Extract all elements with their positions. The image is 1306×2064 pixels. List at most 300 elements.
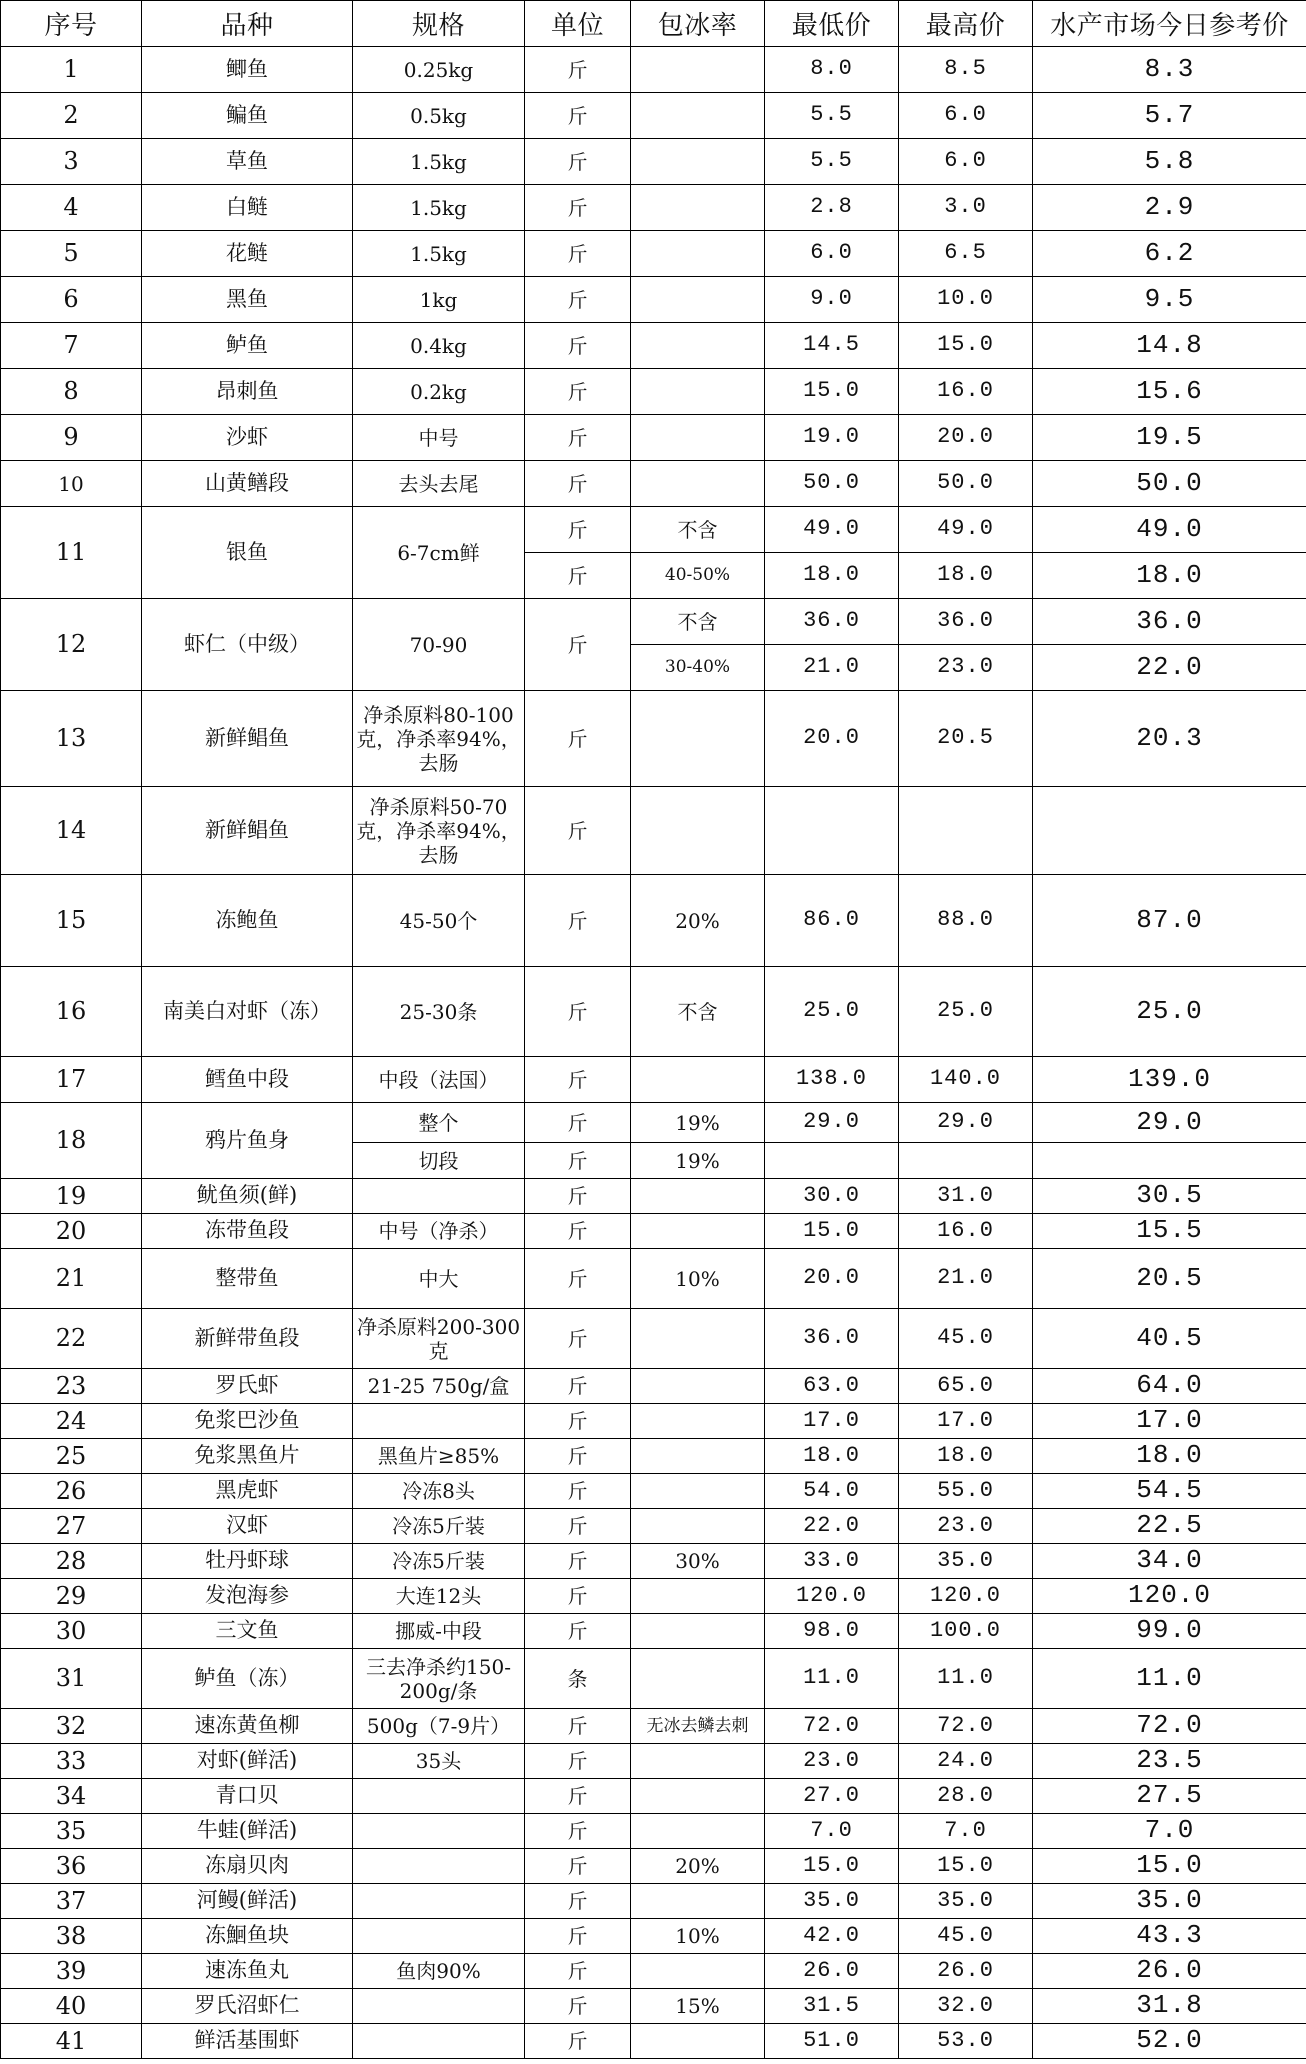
variety-cell: 免浆巴沙鱼 [142, 1404, 353, 1439]
variety-cell: 新鲜带鱼段 [142, 1309, 353, 1369]
ice-rate-cell [631, 1649, 765, 1709]
table-row [1, 139, 1306, 185]
table-row [1, 1849, 1306, 1884]
variety-cell: 虾仁（中级） [142, 599, 353, 691]
ref-price-cell: 15.0 [1033, 1849, 1306, 1884]
min-price-cell: 15.0 [765, 369, 899, 415]
seq-no-cell: 36 [1, 1849, 142, 1884]
spec-cell: 鱼肉90% [353, 1954, 525, 1989]
min-price-cell: 19.0 [765, 415, 899, 461]
min-price-cell: 51.0 [765, 2024, 899, 2059]
variety-cell: 冻鲍鱼 [142, 875, 353, 967]
table-row [1, 277, 1306, 323]
variety-cell: 速冻黄鱼柳 [142, 1709, 353, 1744]
ref-price-cell: 50.0 [1033, 461, 1306, 507]
header-unit: 单位 [525, 1, 631, 47]
unit-cell: 斤 [525, 1179, 631, 1214]
unit-cell: 斤 [525, 1744, 631, 1779]
ice-rate-cell: 20% [631, 1849, 765, 1884]
ice-rate-cell [631, 277, 765, 323]
variety-cell: 冻带鱼段 [142, 1214, 353, 1249]
ref-price-cell: 11.0 [1033, 1649, 1306, 1709]
spec-cell: 70-90 [353, 599, 525, 691]
max-price-cell: 15.0 [899, 1849, 1033, 1884]
spec-cell [353, 2024, 525, 2059]
ref-price-cell: 25.0 [1033, 967, 1306, 1057]
variety-cell: 银鱼 [142, 507, 353, 599]
min-price-cell: 23.0 [765, 1744, 899, 1779]
ice-rate-cell [631, 787, 765, 875]
min-price-cell: 2.8 [765, 185, 899, 231]
seq-no-cell: 20 [1, 1214, 142, 1249]
variety-cell: 黑虎虾 [142, 1474, 353, 1509]
ref-price-cell: 54.5 [1033, 1474, 1306, 1509]
variety-cell: 南美白对虾（冻） [142, 967, 353, 1057]
max-price-cell: 24.0 [899, 1744, 1033, 1779]
seq-no-cell: 26 [1, 1474, 142, 1509]
max-price-cell: 11.0 [899, 1649, 1033, 1709]
max-price-cell: 55.0 [899, 1474, 1033, 1509]
max-price-cell: 65.0 [899, 1369, 1033, 1404]
header-ref-price: 水产市场今日参考价 [1033, 1, 1306, 47]
table-row [1, 1179, 1306, 1214]
spec-cell: 冷冻8头 [353, 1474, 525, 1509]
ice-rate-cell [631, 691, 765, 787]
spec-cell: 1kg [353, 277, 525, 323]
table-row [1, 787, 1306, 875]
spec-cell: 三去净杀约150-200g/条 [353, 1649, 525, 1709]
seq-no-cell: 23 [1, 1369, 142, 1404]
min-price-cell: 98.0 [765, 1614, 899, 1649]
table-row [1, 369, 1306, 415]
table-row [1, 875, 1306, 967]
ice-rate-cell [631, 1179, 765, 1214]
spec-cell: 中号 [353, 415, 525, 461]
spec-cell: 0.4kg [353, 323, 525, 369]
ref-price-cell: 15.6 [1033, 369, 1306, 415]
spec-cell: 1.5kg [353, 231, 525, 277]
min-price-cell: 54.0 [765, 1474, 899, 1509]
ref-price-cell: 30.5 [1033, 1179, 1306, 1214]
max-price-cell: 16.0 [899, 1214, 1033, 1249]
max-price-cell: 140.0 [899, 1057, 1033, 1103]
ice-rate-cell: 20% [631, 875, 765, 967]
variety-cell: 鲈鱼 [142, 323, 353, 369]
spec-cell: 冷冻5斤装 [353, 1544, 525, 1579]
unit-cell: 斤 [525, 1709, 631, 1744]
min-price-cell: 25.0 [765, 967, 899, 1057]
unit-cell: 斤 [525, 1544, 631, 1579]
ice-rate-cell [631, 1954, 765, 1989]
spec-cell [353, 1989, 525, 2024]
min-price-cell: 31.5 [765, 1989, 899, 2024]
min-price-cell: 36.0 [765, 599, 899, 645]
ref-price-cell: 35.0 [1033, 1884, 1306, 1919]
seq-no-cell: 10 [1, 461, 142, 507]
header-row [1, 1, 1306, 47]
seq-no-cell: 40 [1, 1989, 142, 2024]
ice-rate-cell: 30-40% [631, 645, 765, 691]
spec-cell: 切段 [353, 1143, 525, 1179]
max-price-cell: 23.0 [899, 1509, 1033, 1544]
ice-rate-cell: 不含 [631, 507, 765, 553]
seq-no-cell: 37 [1, 1884, 142, 1919]
table-row [1, 461, 1306, 507]
table-row [1, 691, 1306, 787]
ice-rate-cell [631, 369, 765, 415]
max-price-cell: 29.0 [899, 1103, 1033, 1143]
seq-no-cell: 35 [1, 1814, 142, 1849]
max-price-cell: 8.5 [899, 47, 1033, 93]
variety-cell: 鲈鱼（冻） [142, 1649, 353, 1709]
unit-cell: 斤 [525, 231, 631, 277]
max-price-cell: 45.0 [899, 1919, 1033, 1954]
ref-price-cell: 49.0 [1033, 507, 1306, 553]
min-price-cell: 17.0 [765, 1404, 899, 1439]
max-price-cell: 10.0 [899, 277, 1033, 323]
min-price-cell: 20.0 [765, 691, 899, 787]
spec-cell: 45-50个 [353, 875, 525, 967]
ice-rate-cell [631, 185, 765, 231]
spec-cell: 净杀原料200-300克 [353, 1309, 525, 1369]
unit-cell: 斤 [525, 277, 631, 323]
ref-price-cell: 87.0 [1033, 875, 1306, 967]
header-max-price: 最高价 [899, 1, 1033, 47]
unit-cell: 斤 [525, 47, 631, 93]
ice-rate-cell: 19% [631, 1143, 765, 1179]
max-price-cell: 35.0 [899, 1884, 1033, 1919]
unit-cell: 斤 [525, 599, 631, 691]
ice-rate-cell [631, 1509, 765, 1544]
ref-price-cell: 5.7 [1033, 93, 1306, 139]
table-row [1, 599, 1306, 645]
ref-price-cell: 14.8 [1033, 323, 1306, 369]
seq-no-cell: 19 [1, 1179, 142, 1214]
min-price-cell: 63.0 [765, 1369, 899, 1404]
ice-rate-cell [631, 231, 765, 277]
table-row [1, 1814, 1306, 1849]
min-price-cell: 5.5 [765, 139, 899, 185]
ref-price-cell: 31.8 [1033, 1989, 1306, 2024]
unit-cell: 斤 [525, 507, 631, 553]
ice-rate-cell [631, 1884, 765, 1919]
seq-no-cell: 27 [1, 1509, 142, 1544]
seq-no-cell: 41 [1, 2024, 142, 2059]
min-price-cell: 20.0 [765, 1249, 899, 1309]
ice-rate-cell [631, 1814, 765, 1849]
max-price-cell: 17.0 [899, 1404, 1033, 1439]
table-row [1, 2024, 1306, 2059]
seq-no-cell: 7 [1, 323, 142, 369]
seq-no-cell: 17 [1, 1057, 142, 1103]
spec-cell: 挪威-中段 [353, 1614, 525, 1649]
unit-cell: 斤 [525, 369, 631, 415]
spec-cell: 黑鱼片≥85% [353, 1439, 525, 1474]
seq-no-cell: 28 [1, 1544, 142, 1579]
min-price-cell: 11.0 [765, 1649, 899, 1709]
unit-cell: 斤 [525, 553, 631, 599]
seq-no-cell: 6 [1, 277, 142, 323]
seq-no-cell: 18 [1, 1103, 142, 1179]
unit-cell: 斤 [525, 1614, 631, 1649]
min-price-cell: 15.0 [765, 1214, 899, 1249]
ref-price-cell: 6.2 [1033, 231, 1306, 277]
variety-cell: 花鲢 [142, 231, 353, 277]
spec-cell: 去头去尾 [353, 461, 525, 507]
header-ice-rate: 包冰率 [631, 1, 765, 47]
min-price-cell: 18.0 [765, 553, 899, 599]
seq-no-cell: 34 [1, 1779, 142, 1814]
spec-cell: 中段（法国） [353, 1057, 525, 1103]
seq-no-cell: 8 [1, 369, 142, 415]
min-price-cell: 5.5 [765, 93, 899, 139]
ice-rate-cell [631, 1744, 765, 1779]
variety-cell: 牛蛙(鲜活) [142, 1814, 353, 1849]
unit-cell: 斤 [525, 967, 631, 1057]
ref-price-cell: 26.0 [1033, 1954, 1306, 1989]
table-row [1, 1884, 1306, 1919]
ref-price-cell: 120.0 [1033, 1579, 1306, 1614]
ice-rate-cell [631, 1404, 765, 1439]
table-row [1, 231, 1306, 277]
variety-cell: 罗氏虾 [142, 1369, 353, 1404]
seq-no-cell: 15 [1, 875, 142, 967]
table-row [1, 1369, 1306, 1404]
ref-price-cell: 139.0 [1033, 1057, 1306, 1103]
ref-price-cell: 43.3 [1033, 1919, 1306, 1954]
ice-rate-cell: 不含 [631, 599, 765, 645]
spec-cell: 0.25kg [353, 47, 525, 93]
table-row [1, 1474, 1306, 1509]
ref-price-cell: 23.5 [1033, 1744, 1306, 1779]
spec-cell: 6-7cm鲜 [353, 507, 525, 599]
unit-cell: 斤 [525, 1954, 631, 1989]
ref-price-cell: 18.0 [1033, 1439, 1306, 1474]
table-row [1, 967, 1306, 1057]
ref-price-cell: 34.0 [1033, 1544, 1306, 1579]
max-price-cell: 72.0 [899, 1709, 1033, 1744]
variety-cell: 山黄鳝段 [142, 461, 353, 507]
max-price-cell: 120.0 [899, 1579, 1033, 1614]
ice-rate-cell [631, 139, 765, 185]
unit-cell: 条 [525, 1649, 631, 1709]
min-price-cell: 8.0 [765, 47, 899, 93]
table-row [1, 1649, 1306, 1709]
spec-cell: 500g（7-9片） [353, 1709, 525, 1744]
table-row [1, 1057, 1306, 1103]
unit-cell: 斤 [525, 1814, 631, 1849]
ice-rate-cell: 不含 [631, 967, 765, 1057]
spec-cell: 冷冻5斤装 [353, 1509, 525, 1544]
ref-price-cell: 22.0 [1033, 645, 1306, 691]
variety-cell: 草鱼 [142, 139, 353, 185]
seq-no-cell: 12 [1, 599, 142, 691]
table-row [1, 1544, 1306, 1579]
variety-cell: 河鳗(鲜活) [142, 1884, 353, 1919]
seq-no-cell: 11 [1, 507, 142, 599]
max-price-cell: 35.0 [899, 1544, 1033, 1579]
min-price-cell: 86.0 [765, 875, 899, 967]
variety-cell: 青口贝 [142, 1779, 353, 1814]
ref-price-cell: 19.5 [1033, 415, 1306, 461]
min-price-cell: 49.0 [765, 507, 899, 553]
variety-cell: 汉虾 [142, 1509, 353, 1544]
min-price-cell: 27.0 [765, 1779, 899, 1814]
unit-cell: 斤 [525, 691, 631, 787]
ref-price-cell: 52.0 [1033, 2024, 1306, 2059]
seq-no-cell: 14 [1, 787, 142, 875]
min-price-cell [765, 787, 899, 875]
seq-no-cell: 1 [1, 47, 142, 93]
variety-cell: 鲫鱼 [142, 47, 353, 93]
min-price-cell: 9.0 [765, 277, 899, 323]
min-price-cell: 50.0 [765, 461, 899, 507]
table-row [1, 1249, 1306, 1309]
max-price-cell: 15.0 [899, 323, 1033, 369]
ref-price-cell: 8.3 [1033, 47, 1306, 93]
seq-no-cell: 32 [1, 1709, 142, 1744]
seq-no-cell: 30 [1, 1614, 142, 1649]
spec-cell: 中大 [353, 1249, 525, 1309]
variety-cell: 三文鱼 [142, 1614, 353, 1649]
unit-cell: 斤 [525, 1249, 631, 1309]
ref-price-cell: 22.5 [1033, 1509, 1306, 1544]
variety-cell: 冻扇贝肉 [142, 1849, 353, 1884]
ref-price-cell [1033, 1143, 1306, 1179]
max-price-cell: 31.0 [899, 1179, 1033, 1214]
min-price-cell: 35.0 [765, 1884, 899, 1919]
max-price-cell: 23.0 [899, 645, 1033, 691]
min-price-cell: 72.0 [765, 1709, 899, 1744]
seq-no-cell: 21 [1, 1249, 142, 1309]
ref-price-cell [1033, 787, 1306, 875]
table-row [1, 1989, 1306, 2024]
min-price-cell: 6.0 [765, 231, 899, 277]
ice-rate-cell [631, 2024, 765, 2059]
ice-rate-cell [631, 415, 765, 461]
unit-cell: 斤 [525, 1309, 631, 1369]
table-row [1, 415, 1306, 461]
spec-cell: 大连12头 [353, 1579, 525, 1614]
spec-cell [353, 1919, 525, 1954]
unit-cell: 斤 [525, 323, 631, 369]
ref-price-cell: 17.0 [1033, 1404, 1306, 1439]
ref-price-cell: 72.0 [1033, 1709, 1306, 1744]
max-price-cell: 49.0 [899, 507, 1033, 553]
ref-price-cell: 99.0 [1033, 1614, 1306, 1649]
seq-no-cell: 9 [1, 415, 142, 461]
ref-price-cell: 18.0 [1033, 553, 1306, 599]
max-price-cell: 26.0 [899, 1954, 1033, 1989]
max-price-cell: 18.0 [899, 1439, 1033, 1474]
ref-price-cell: 29.0 [1033, 1103, 1306, 1143]
min-price-cell: 15.0 [765, 1849, 899, 1884]
table-row [1, 1439, 1306, 1474]
table-row [1, 185, 1306, 231]
max-price-cell: 88.0 [899, 875, 1033, 967]
spec-cell: 0.5kg [353, 93, 525, 139]
variety-cell: 沙虾 [142, 415, 353, 461]
spec-cell: 净杀原料50-70克，净杀率94%，去肠 [353, 787, 525, 875]
seq-no-cell: 33 [1, 1744, 142, 1779]
spec-cell [353, 1779, 525, 1814]
unit-cell: 斤 [525, 2024, 631, 2059]
min-price-cell: 42.0 [765, 1919, 899, 1954]
unit-cell: 斤 [525, 1919, 631, 1954]
unit-cell: 斤 [525, 139, 631, 185]
table-row [1, 1744, 1306, 1779]
variety-cell: 整带鱼 [142, 1249, 353, 1309]
table-row [1, 1404, 1306, 1439]
seq-no-cell: 2 [1, 93, 142, 139]
max-price-cell: 25.0 [899, 967, 1033, 1057]
max-price-cell [899, 1143, 1033, 1179]
unit-cell: 斤 [525, 1884, 631, 1919]
ice-rate-cell [631, 1309, 765, 1369]
spec-cell [353, 1404, 525, 1439]
header-min-price: 最低价 [765, 1, 899, 47]
table-row [1, 1954, 1306, 1989]
unit-cell: 斤 [525, 875, 631, 967]
header-variety: 品种 [142, 1, 353, 47]
ice-rate-cell: 10% [631, 1919, 765, 1954]
ref-price-cell: 2.9 [1033, 185, 1306, 231]
table-row [1, 1103, 1306, 1143]
min-price-cell: 120.0 [765, 1579, 899, 1614]
unit-cell: 斤 [525, 1369, 631, 1404]
ref-price-cell: 20.3 [1033, 691, 1306, 787]
spec-cell [353, 1179, 525, 1214]
max-price-cell: 28.0 [899, 1779, 1033, 1814]
unit-cell: 斤 [525, 787, 631, 875]
spec-cell [353, 1849, 525, 1884]
unit-cell: 斤 [525, 1404, 631, 1439]
ice-rate-cell [631, 323, 765, 369]
unit-cell: 斤 [525, 93, 631, 139]
unit-cell: 斤 [525, 415, 631, 461]
table-row [1, 47, 1306, 93]
variety-cell: 鸦片鱼身 [142, 1103, 353, 1179]
table-row [1, 1779, 1306, 1814]
min-price-cell: 36.0 [765, 1309, 899, 1369]
ice-rate-cell [631, 47, 765, 93]
max-price-cell: 6.0 [899, 93, 1033, 139]
seq-no-cell: 25 [1, 1439, 142, 1474]
variety-cell: 牡丹虾球 [142, 1544, 353, 1579]
ref-price-cell: 20.5 [1033, 1249, 1306, 1309]
min-price-cell: 7.0 [765, 1814, 899, 1849]
unit-cell: 斤 [525, 1474, 631, 1509]
max-price-cell: 20.0 [899, 415, 1033, 461]
spec-cell: 整个 [353, 1103, 525, 1143]
seq-no-cell: 5 [1, 231, 142, 277]
ice-rate-cell [631, 1439, 765, 1474]
max-price-cell: 45.0 [899, 1309, 1033, 1369]
ice-rate-cell: 15% [631, 1989, 765, 2024]
table-row [1, 1614, 1306, 1649]
unit-cell: 斤 [525, 1509, 631, 1544]
variety-cell: 冻鮰鱼块 [142, 1919, 353, 1954]
table-row [1, 507, 1306, 553]
max-price-cell: 21.0 [899, 1249, 1033, 1309]
unit-cell: 斤 [525, 1143, 631, 1179]
ice-rate-cell: 40-50% [631, 553, 765, 599]
table-row [1, 1579, 1306, 1614]
min-price-cell: 21.0 [765, 645, 899, 691]
table-row [1, 1509, 1306, 1544]
spec-cell: 21-25 750g/盒 [353, 1369, 525, 1404]
min-price-cell [765, 1143, 899, 1179]
